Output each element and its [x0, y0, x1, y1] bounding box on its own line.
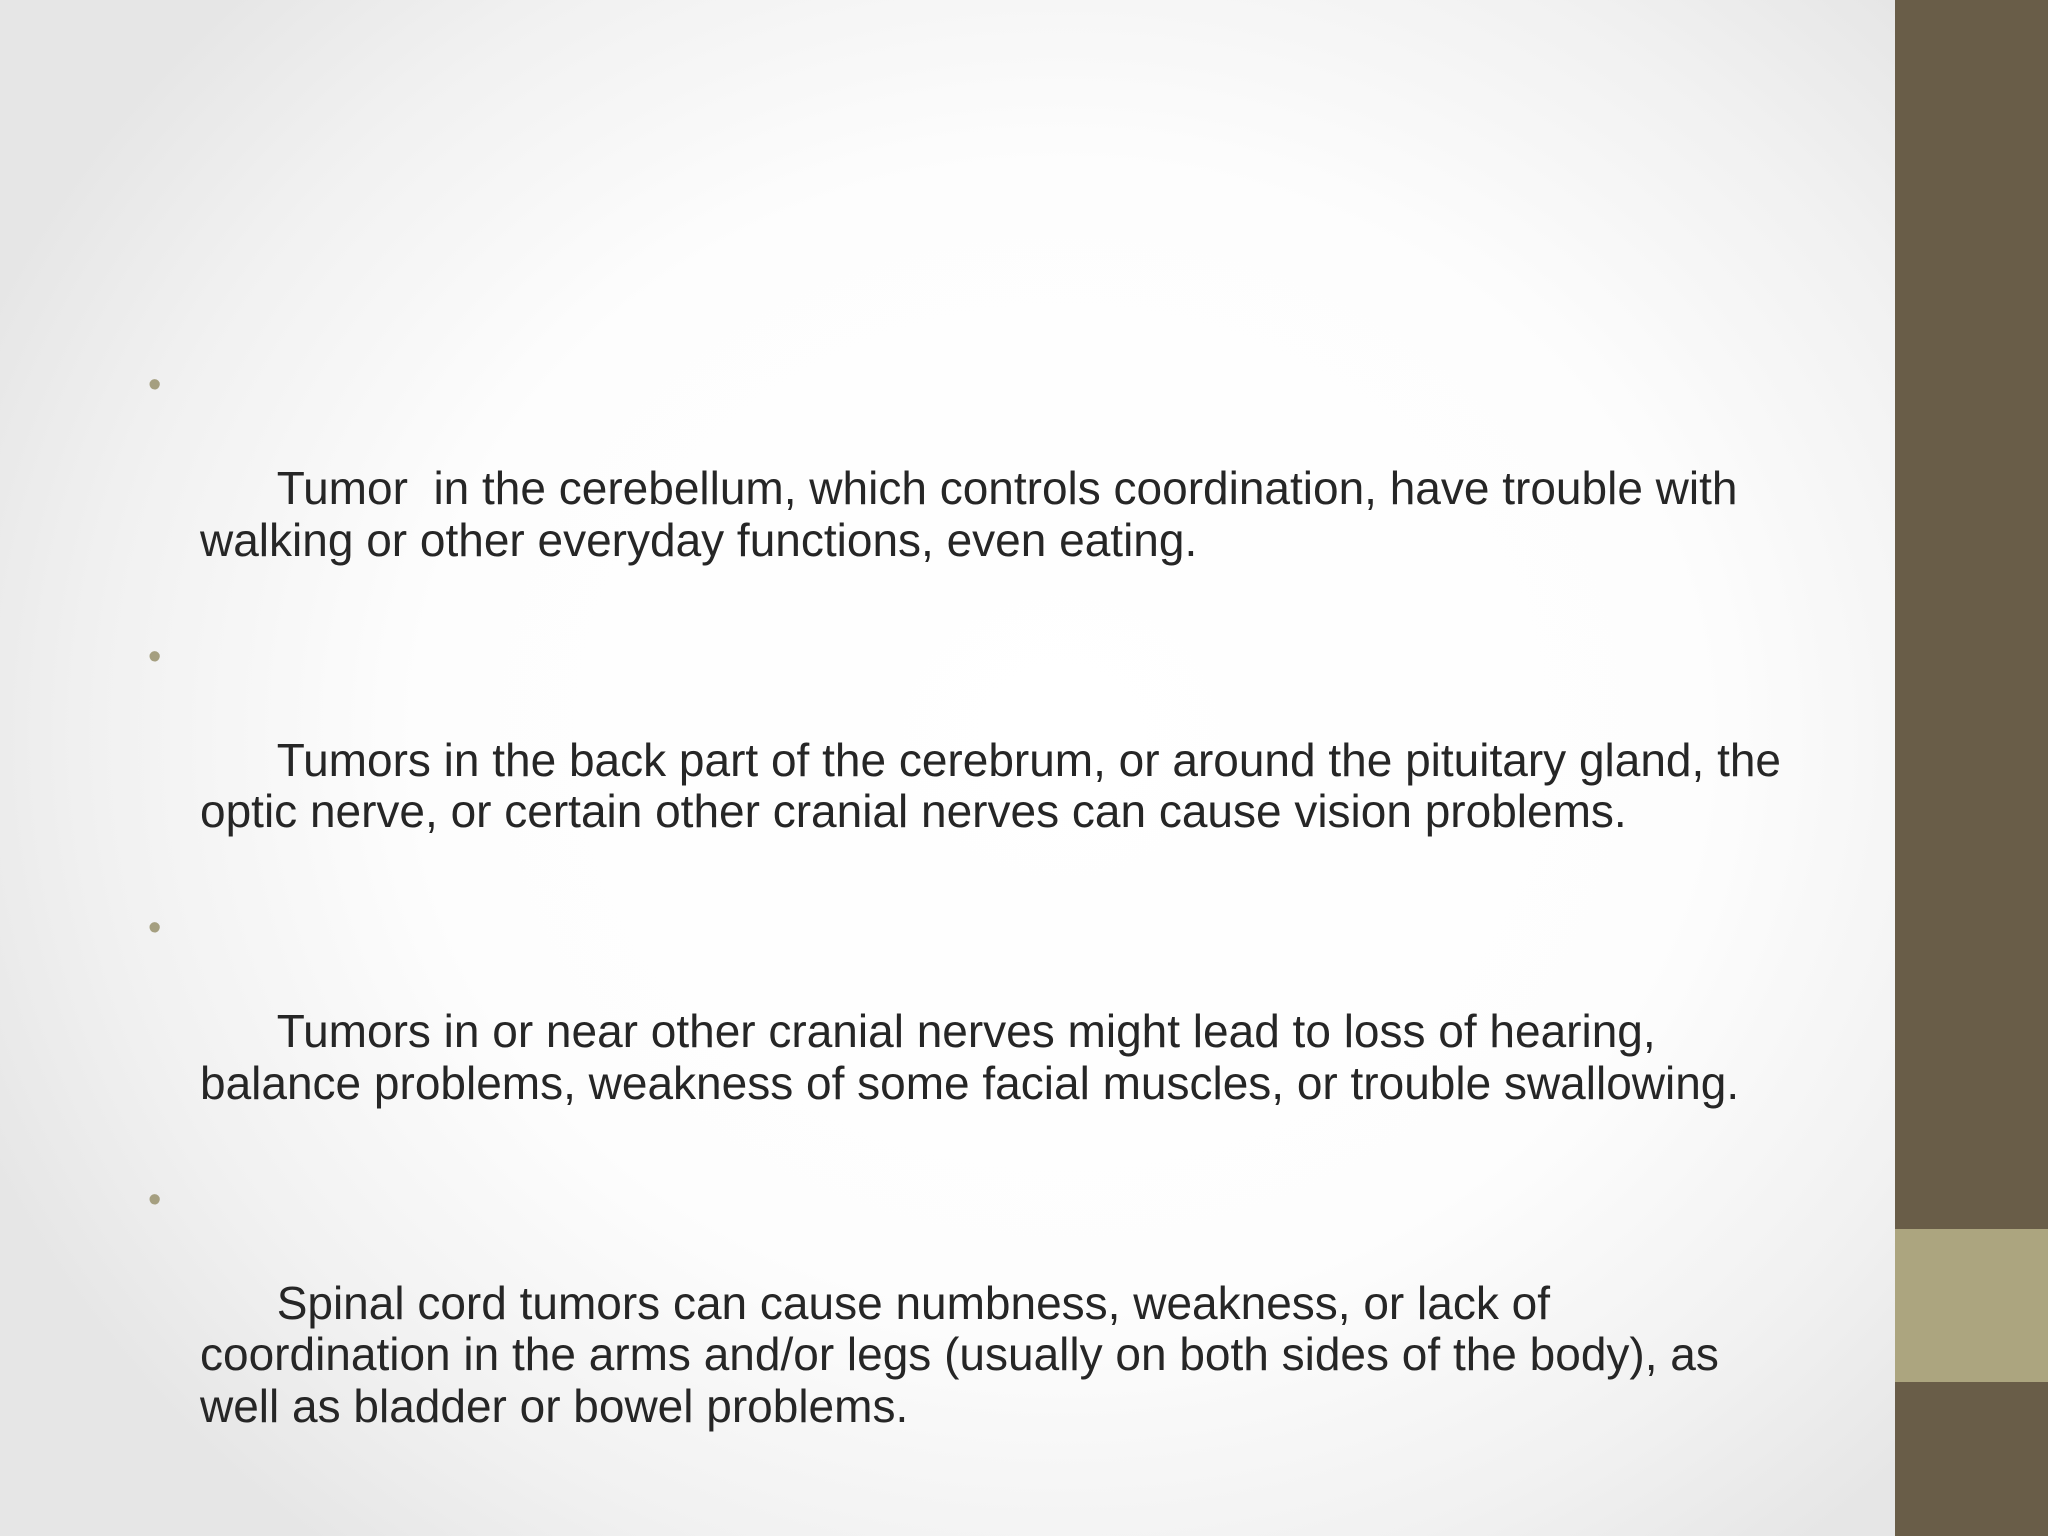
bullet-text: Tumor in the cerebellum, which controls coordination, have trouble with walking or other everyday functions, even eating.	[200, 462, 1751, 566]
bullet-list	[140, 360, 1800, 1498]
bullet-item-spinal-cord	[140, 1175, 1800, 1484]
bullet-dot-icon: •	[148, 635, 162, 678]
side-decoration-accent	[1895, 1229, 2048, 1382]
bullet-dot-icon: •	[148, 364, 162, 406]
bullet-text: Tumors in or near other cranial nerves might lead to loss of hearing, balance problems, weakness of some facial muscles, or trouble swallowing.	[200, 1005, 1740, 1109]
bullet-dot-icon: •	[148, 907, 162, 949]
bullet-text: Spinal cord tumors can cause numbness, weakness, or lack of coordination in the arms and/or legs (usually on both sides of the body), as well as bladder or bowel problems.	[200, 1276, 1732, 1432]
bullet-item-cerebellum	[140, 360, 1800, 618]
bullet-item-cranial-nerves	[140, 903, 1800, 1161]
bullet-dot-icon: •	[148, 1178, 162, 1221]
bullet-item-vision	[140, 632, 1800, 890]
bullet-text: Tumors in the back part of the cerebrum, or around the pituitary gland, the optic nerve, or certain other cranial nerves can cause vision problems.	[200, 733, 1794, 837]
